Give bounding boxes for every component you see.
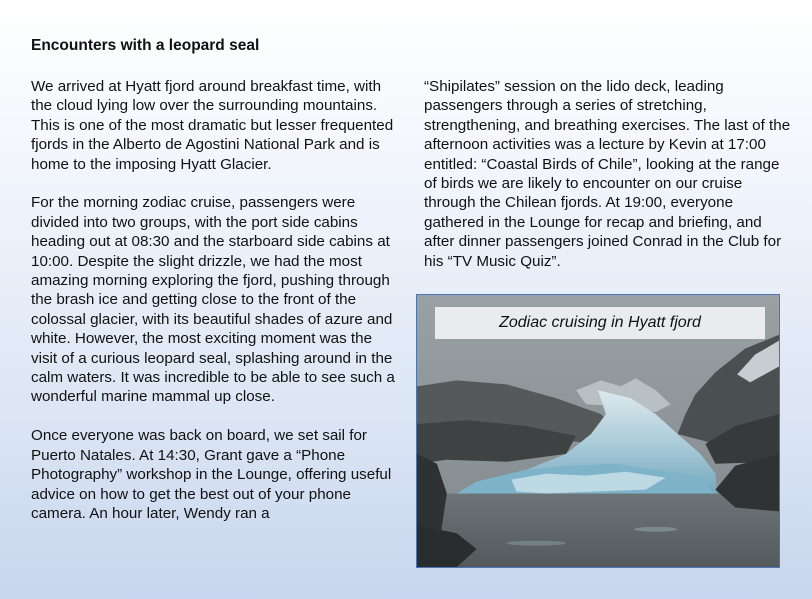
paragraph-arrival: We arrived at Hyatt fjord around breakfast time, with the cloud lying low over the surrounding mountains. This is one of the most dramatic but lesser frequented fjords in the Alberto de Agostini National Park and is home to the imposing Hyatt Glacier. xyxy=(31,78,394,173)
paragraph-afternoon: Once everyone was back on board, we set sail for Puerto Natales. At 14:30, Grant gave a “Phone Photography” workshop in the Lounge, offering useful advice on how to get the best out of your phone camera. An hour later, Wendy ran a xyxy=(31,427,392,522)
left-column xyxy=(31,77,396,543)
photo-caption: Zodiac cruising in Hyatt fjord xyxy=(435,307,765,339)
page-title: Encounters with a leopard seal xyxy=(31,37,260,54)
paragraph-evening: “Shipilates” session on the lido deck, leading passengers through a series of stretching, strengthening, and breathing exercises. The last of the afternoon activities was a lecture by Kevin at 17:00 entitled: “Coastal Birds of Chile”, looking at the range of birds we are likely to encounter on our cruise through the Chilean fjords. At 19:00, everyone gathered in the Lounge for recap and briefing, and after dinner passengers joined Conrad in the Club for his “TV Music Quiz”. xyxy=(424,78,791,270)
right-column xyxy=(424,77,792,290)
glacier-photo xyxy=(416,294,780,568)
paragraph-zodiac-cruise: For the morning zodiac cruise, passengers were divided into two groups, with the port side cabins heading out at 08:30 and the starboard side cabins at 10:00. Despite the slight drizzle, we had the most amazing morning exploring the fjord, pushing through the brash ice and getting close to the front of the colossal glacier, with its beautiful shades of azure and white. However, the most exciting moment was the visit of a curious leopard seal, splashing around in the calm waters. It was incredible to be able to see such a wonderful marine mammal up close. xyxy=(31,194,395,406)
